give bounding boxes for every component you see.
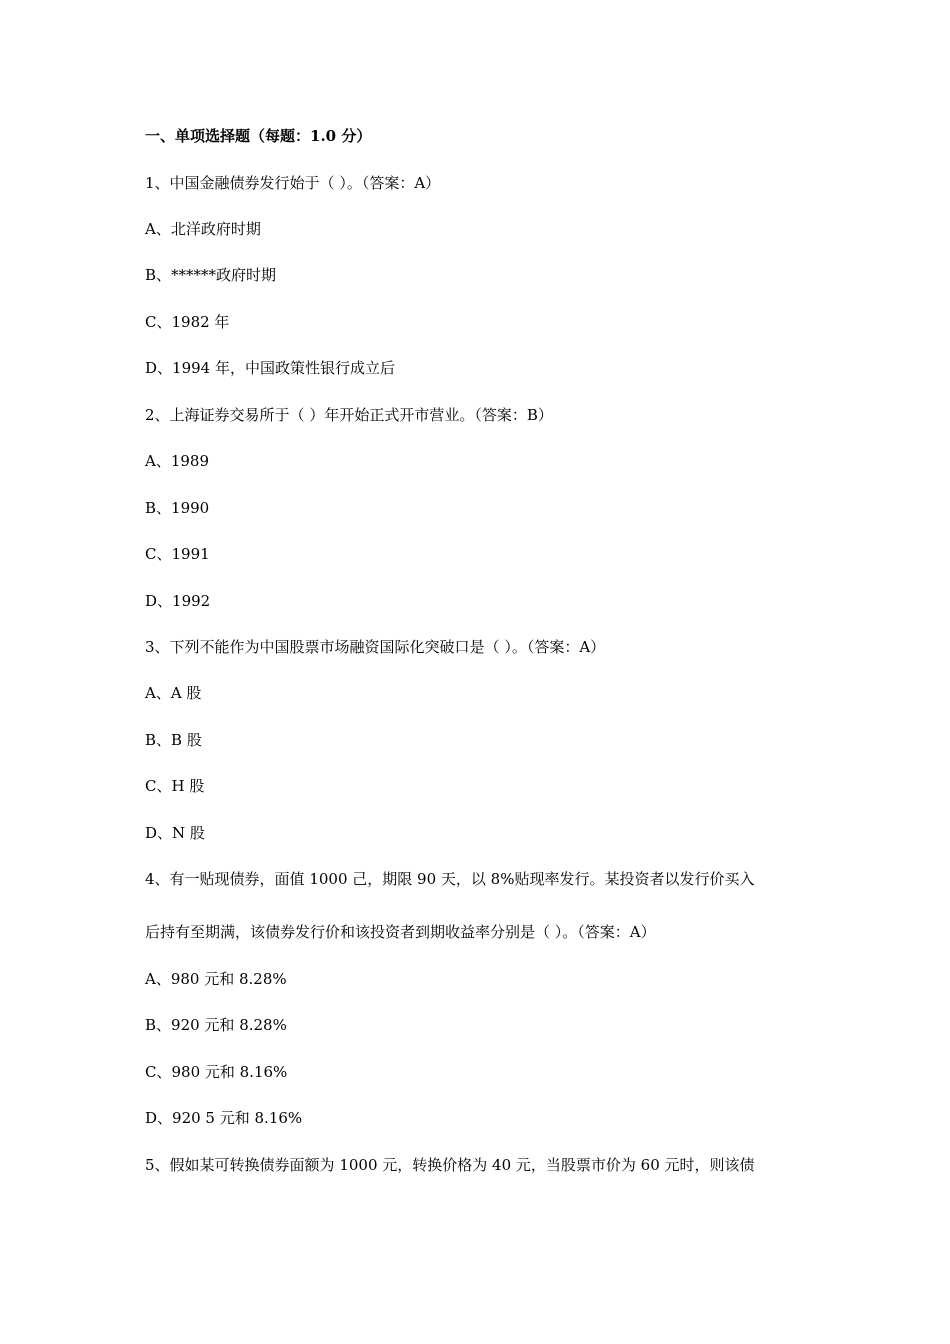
question-3-stem: 3、下列不能作为中国股票市场融资国际化突破口是（ ）。（答案：A） [145,638,606,656]
question-4-option-a: A、980 元和 8.28% [145,970,287,988]
question-4-option-b: B、920 元和 8.28% [145,1016,287,1034]
question-4-stem-line-2: 后持有至期满，该债券发行价和该投资者到期收益率分别是（ ）。（答案：A） [145,923,656,941]
question-5-stem: 5、假如某可转换债券面额为 1000 元，转换价格为 40 元，当股票市价为 60 元时，则该债 [145,1156,755,1174]
question-3-option-c: C、H 股 [145,777,205,795]
question-2-stem: 2、上海证券交易所于（ ）年开始正式开市营业。（答案：B） [145,406,553,424]
question-2-option-b: B、1990 [145,499,210,517]
question-1-option-a: A、北洋政府时期 [145,220,261,238]
question-3-option-d: D、N 股 [145,824,205,842]
question-2-option-a: A、1989 [145,452,210,470]
question-2-option-d: D、1992 [145,592,211,610]
question-3-option-b: B、B 股 [145,731,202,749]
question-1-option-b: B、******政府时期 [145,266,277,284]
question-1-option-d: D、1994 年，中国政策性银行成立后 [145,359,395,377]
question-3-option-a: A、A 股 [145,684,202,702]
question-2-option-c: C、1991 [145,545,210,563]
question-4-option-d: D、920 5 元和 8.16% [145,1109,303,1127]
section-title: 一、单项选择题（每题：1.0 分） [145,127,372,145]
question-4-option-c: C、980 元和 8.16% [145,1063,288,1081]
question-4-stem-line-1: 4、有一贴现债券，面值 1000 己，期限 90 天，以 8%贴现率发行。某投资者以发行价买入 [145,870,755,888]
question-1-stem: 1、中国金融债券发行始于（ ）。（答案：A） [145,174,441,192]
question-1-option-c: C、1982 年 [145,313,230,331]
